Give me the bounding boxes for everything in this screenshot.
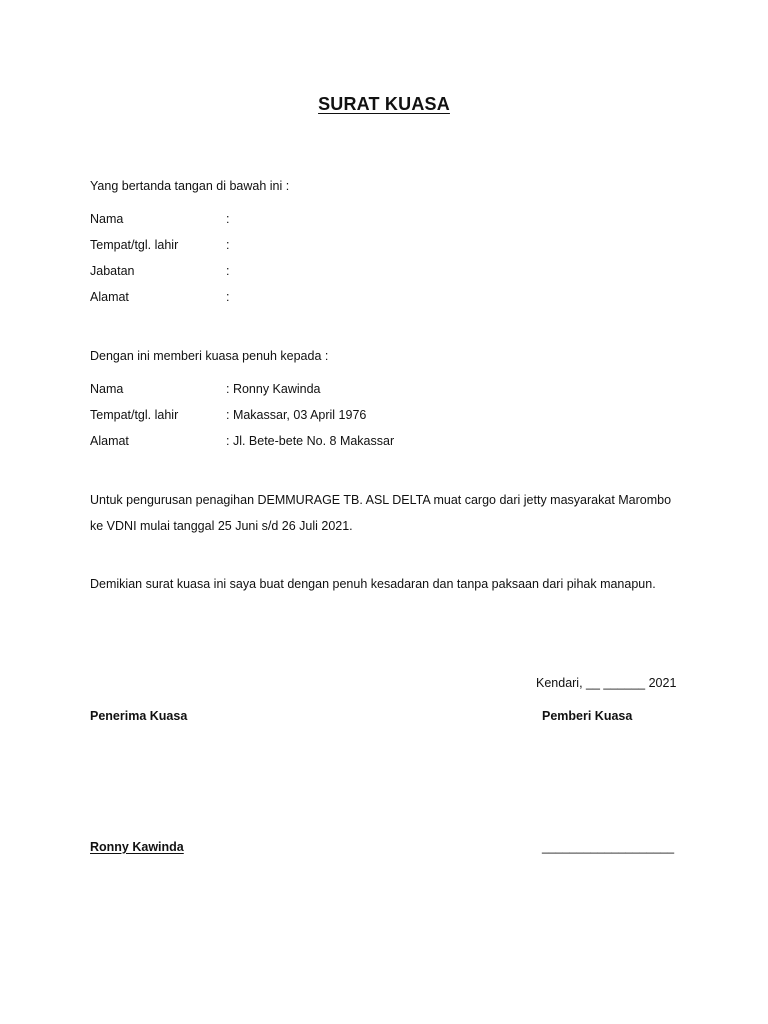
place-date: Kendari, __ ______ 2021	[536, 676, 677, 690]
grantor-position-label: Jabatan	[90, 264, 135, 278]
grantee-birth-label: Tempat/tgl. lahir	[90, 408, 179, 422]
grantor-birth-label: Tempat/tgl. lahir	[90, 238, 179, 252]
receiver-label: Penerima Kuasa	[90, 709, 188, 723]
intro-text: Yang bertanda tangan di bawah ini :	[90, 179, 290, 193]
grantor-birth-value: :	[226, 238, 230, 252]
grantee-name-value: : Ronny Kawinda	[226, 382, 321, 396]
grant-intro-text: Dengan ini memberi kuasa penuh kepada :	[90, 349, 329, 363]
grantee-name-label: Nama	[90, 382, 124, 396]
grantor-address-label: Alamat	[90, 290, 129, 304]
grantor-position-value: :	[226, 264, 230, 278]
grantor-address-value: :	[226, 290, 230, 304]
giver-signature-line: ___________________	[542, 840, 675, 854]
grantee-address-label: Alamat	[90, 434, 129, 448]
grantee-address-value: : Jl. Bete-bete No. 8 Makassar	[226, 434, 395, 448]
grantor-name-value: :	[226, 212, 230, 226]
purpose-paragraph: Untuk pengurusan penagihan DEMMURAGE TB. ASL DELTA muat cargo dari jetty masyarakat Marombo ke VDNI mulai tanggal 25 Juni s/d 26 Juli 2021.	[90, 493, 672, 533]
grantee-birth-value: : Makassar, 03 April 1976	[226, 408, 367, 422]
document-title: SURAT KUASA	[318, 94, 450, 114]
grantor-name-label: Nama	[90, 212, 124, 226]
closing-statement: Demikian surat kuasa ini saya buat dengan penuh kesadaran dan tanpa paksaan dari pihak manapun.	[90, 577, 656, 591]
giver-label: Pemberi Kuasa	[542, 709, 633, 723]
receiver-name: Ronny Kawinda	[90, 840, 184, 854]
